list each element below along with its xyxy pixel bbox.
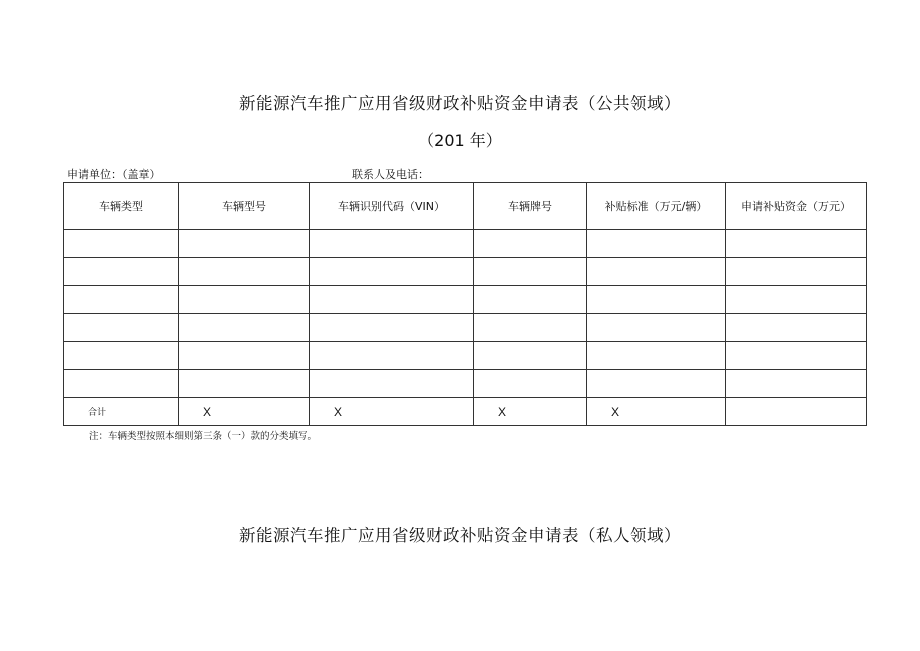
- table-row: [64, 370, 867, 398]
- table-cell[interactable]: [310, 314, 474, 342]
- form-title-public: 新能源汽车推广应用省级财政补贴资金申请表（公共领域）: [239, 94, 681, 113]
- table-cell[interactable]: [474, 286, 587, 314]
- table-row: [64, 258, 867, 286]
- form-title-private: 新能源汽车推广应用省级财政补贴资金申请表（私人领域）: [239, 526, 681, 545]
- table-cell[interactable]: [587, 258, 726, 286]
- header-requested-amount: 申请补贴资金（万元）: [726, 183, 867, 230]
- table-cell[interactable]: [64, 258, 179, 286]
- table-cell[interactable]: [474, 342, 587, 370]
- header-vehicle-type: 车辆类型: [64, 183, 179, 230]
- table-cell[interactable]: [474, 314, 587, 342]
- form-year: （201 年）: [418, 131, 502, 150]
- table-cell[interactable]: [726, 286, 867, 314]
- table-cell[interactable]: [310, 342, 474, 370]
- header-vin: 车辆识别代码（VIN）: [310, 183, 474, 230]
- subsidy-application-table: [63, 182, 867, 426]
- table-row: [64, 230, 867, 258]
- table-row: [64, 286, 867, 314]
- header-plate-number: 车辆牌号: [474, 183, 587, 230]
- table-row: [64, 342, 867, 370]
- table-cell[interactable]: [179, 286, 310, 314]
- table-cell[interactable]: [179, 230, 310, 258]
- table-cell[interactable]: [179, 342, 310, 370]
- table-cell[interactable]: [474, 258, 587, 286]
- table-cell[interactable]: [587, 342, 726, 370]
- header-subsidy-standard: 补贴标准（万元/辆）: [587, 183, 726, 230]
- table-cell[interactable]: [587, 286, 726, 314]
- applicant-label: 申请单位：（盖章）: [67, 168, 161, 181]
- table-cell[interactable]: [587, 314, 726, 342]
- table-cell[interactable]: [726, 370, 867, 398]
- table-cell[interactable]: [726, 342, 867, 370]
- table-cell[interactable]: [64, 286, 179, 314]
- total-mark-model: X: [179, 398, 310, 426]
- table-cell[interactable]: [179, 370, 310, 398]
- table-cell[interactable]: [587, 370, 726, 398]
- table-cell[interactable]: [64, 314, 179, 342]
- table-cell[interactable]: [310, 286, 474, 314]
- total-amount-cell[interactable]: [726, 398, 867, 426]
- table-cell[interactable]: [474, 230, 587, 258]
- total-mark-standard: X: [587, 398, 726, 426]
- table-cell[interactable]: [726, 258, 867, 286]
- total-row: [64, 398, 867, 426]
- table-cell[interactable]: [179, 258, 310, 286]
- table-cell[interactable]: [64, 230, 179, 258]
- table-cell[interactable]: [310, 370, 474, 398]
- table-cell[interactable]: [726, 314, 867, 342]
- table-cell[interactable]: [64, 342, 179, 370]
- total-mark-vin: X: [310, 398, 474, 426]
- header-vehicle-model: 车辆型号: [179, 183, 310, 230]
- table-cell[interactable]: [726, 230, 867, 258]
- table-footnote: 注：车辆类型按照本细则第三条（一）款的分类填写。: [89, 431, 318, 442]
- table-cell[interactable]: [179, 314, 310, 342]
- table-cell[interactable]: [64, 370, 179, 398]
- table-cell[interactable]: [587, 230, 726, 258]
- table-cell[interactable]: [474, 370, 587, 398]
- table-cell[interactable]: [310, 258, 474, 286]
- contact-label: 联系人及电话：: [352, 168, 429, 181]
- total-label: 合计: [64, 398, 179, 426]
- total-mark-plate: X: [474, 398, 587, 426]
- table-header-row: [64, 183, 867, 230]
- table-cell[interactable]: [310, 230, 474, 258]
- table-row: [64, 314, 867, 342]
